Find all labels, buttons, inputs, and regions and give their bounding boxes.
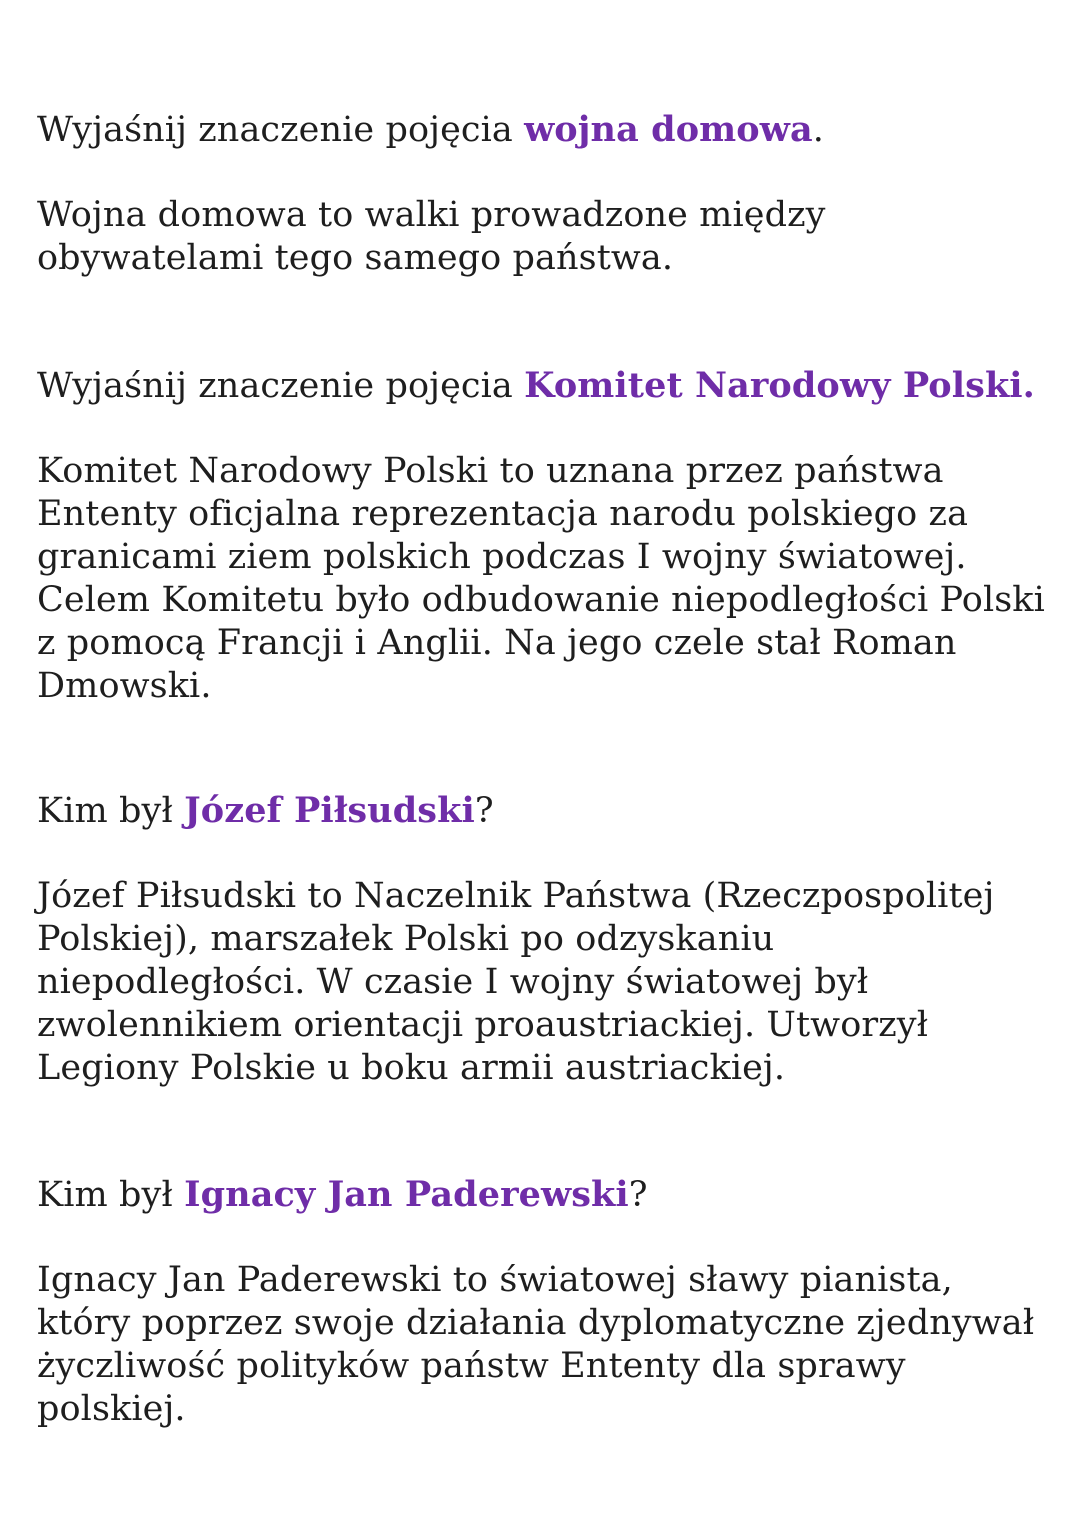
question-prefix: Wyjaśnij znaczenie pojęcia xyxy=(37,110,525,150)
question xyxy=(37,789,1047,833)
question xyxy=(37,108,1047,152)
question xyxy=(37,1173,1047,1217)
qa-section-national-committee xyxy=(37,364,1047,706)
question-prefix: Kim był xyxy=(37,1175,185,1215)
question-prefix: Kim był xyxy=(37,791,185,831)
question-suffix: . xyxy=(812,110,824,150)
qa-section-civil-war xyxy=(37,108,1047,278)
question-suffix: ? xyxy=(628,1175,648,1215)
answer: Józef Piłsudski to Naczelnik Państwa (Rzeczpospolitej Polskiej), marszałek Polski po odzyskaniu niepodległości. W czasie I wojny światowej był zwolennikiem orientacji proaustriackiej. Utworzył Legiony Polskie u boku armii austriackiej. xyxy=(37,876,995,1088)
answer: Ignacy Jan Paderewski to światowej sławy pianista, który poprzez swoje działania dyplomatyczne zjednywał życzliwość polityków państw Ententy dla sprawy polskiej. xyxy=(37,1260,1035,1429)
highlighted-term: Ignacy Jan Paderewski xyxy=(184,1174,629,1215)
highlighted-term: wojna domowa xyxy=(524,109,813,150)
answer: Wojna domowa to walki prowadzone między obywatelami tego samego państwa. xyxy=(37,195,826,278)
question-prefix: Wyjaśnij znaczenie pojęcia xyxy=(37,366,525,406)
highlighted-term: Komitet Narodowy Polski. xyxy=(524,365,1035,406)
question-suffix: ? xyxy=(474,791,494,831)
qa-section-pilsudski xyxy=(37,789,1047,1088)
highlighted-term: Józef Piłsudski xyxy=(184,790,475,831)
question xyxy=(37,364,1047,408)
answer: Komitet Narodowy Polski to uznana przez państwa Ententy oficjalna reprezentacja narodu polskiego za granicami ziem polskich podczas I wojny światowej. Celem Komitetu było odbudowanie niepodległości Polski z pomocą Francji i Anglii. Na jego czele stał Roman Dmowski. xyxy=(37,451,1045,706)
qa-section-paderewski xyxy=(37,1173,1047,1429)
